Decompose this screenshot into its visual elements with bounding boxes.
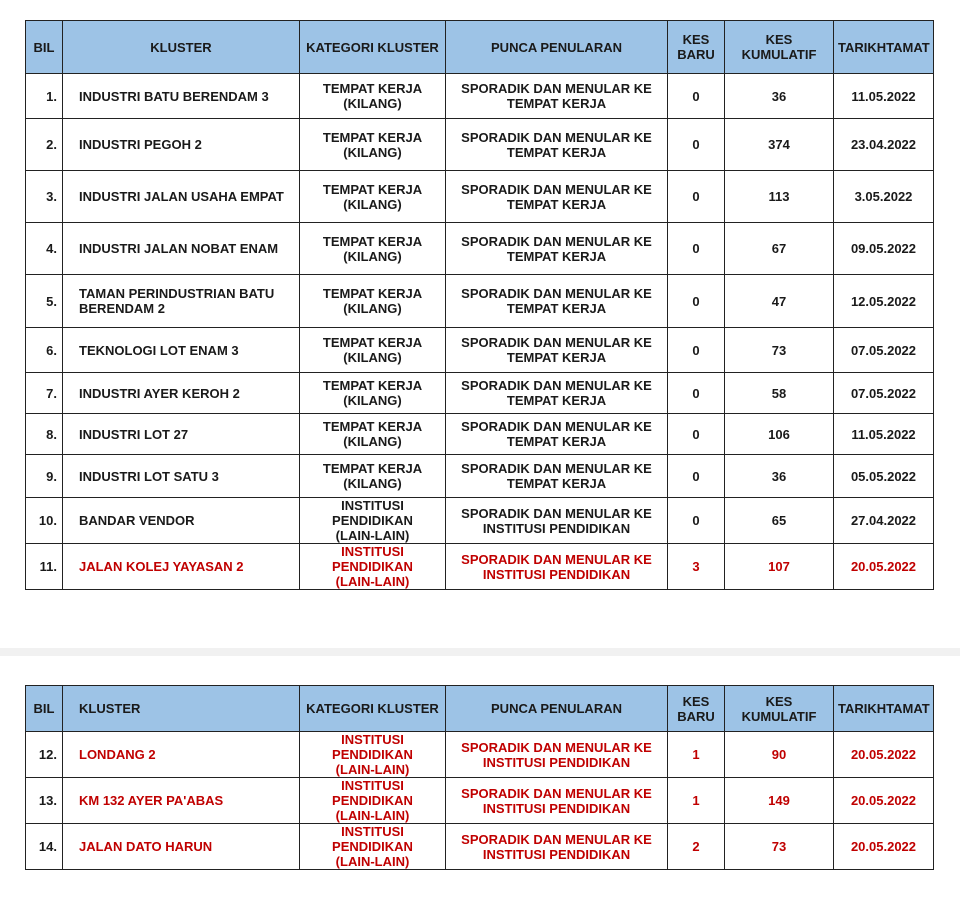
table-row xyxy=(26,732,934,778)
cell-kes-kumulatif-text: 73 xyxy=(771,839,787,854)
header-tarikh: TARIKHTAMAT xyxy=(834,686,934,732)
cell-kes-kumulatif xyxy=(725,74,834,119)
header-kategori: KATEGORI KLUSTER xyxy=(300,686,446,732)
cell-kes-kumulatif-text: 67 xyxy=(771,241,787,256)
cell-kes-baru-text: 1 xyxy=(692,747,700,762)
cell-punca-text: SPORADIK DAN MENULAR KE TEMPAT KERJA xyxy=(461,233,652,264)
cell-bil-text: 8. xyxy=(46,426,57,442)
cell-kluster xyxy=(63,119,300,171)
cell-kes-kumulatif-text: 113 xyxy=(768,189,790,204)
header-row xyxy=(26,21,934,74)
cell-tarikh-text: 20.05.2022 xyxy=(850,839,917,854)
cluster-table-1 xyxy=(25,20,934,590)
cell-kategori-text: TEMPAT KERJA (KILANG) xyxy=(322,233,423,264)
cell-bil xyxy=(26,171,63,223)
cell-kes-baru xyxy=(668,328,725,373)
cell-punca xyxy=(446,732,668,778)
cell-bil xyxy=(26,275,63,328)
cell-kategori xyxy=(300,74,446,119)
cell-kategori xyxy=(300,275,446,328)
cell-bil-text: 9. xyxy=(46,468,57,484)
cell-kes-kumulatif xyxy=(725,544,834,590)
cell-tarikh xyxy=(834,732,934,778)
cell-kes-kumulatif xyxy=(725,171,834,223)
cell-punca-text: SPORADIK DAN MENULAR KE TEMPAT KERJA xyxy=(461,378,652,408)
cell-bil-text: 11. xyxy=(39,559,57,574)
cell-bil xyxy=(26,778,63,824)
cell-kes-baru-text: 0 xyxy=(692,293,700,309)
cell-kluster xyxy=(63,223,300,275)
cell-kes-baru xyxy=(668,275,725,328)
cell-tarikh-text: 07.05.2022 xyxy=(850,385,917,401)
cell-punca xyxy=(446,171,668,223)
cell-punca xyxy=(446,498,668,544)
header-tarikh: TARIKHTAMAT xyxy=(834,21,934,74)
cell-kluster xyxy=(63,373,300,414)
table-row xyxy=(26,328,934,373)
cell-kluster xyxy=(63,171,300,223)
cell-kes-kumulatif xyxy=(725,373,834,414)
cell-kluster-text: INDUSTRI BATU BERENDAM 3 xyxy=(79,88,269,104)
cell-bil xyxy=(26,732,63,778)
cell-kes-baru-text: 3 xyxy=(692,559,700,574)
cell-punca xyxy=(446,455,668,498)
cell-kluster-text: INDUSTRI PEGOH 2 xyxy=(79,137,202,152)
cell-kluster xyxy=(63,74,300,119)
header-kes-kumulatif: KES KUMULATIF xyxy=(725,686,834,732)
cell-kluster-text: INDUSTRI JALAN USAHA EMPAT xyxy=(79,189,284,204)
cell-punca-text: SPORADIK DAN MENULAR KE INSTITUSI PENDIDIKAN xyxy=(461,505,652,536)
cell-bil xyxy=(26,414,63,455)
cell-tarikh xyxy=(834,74,934,119)
cell-kategori-text: TEMPAT KERJA (KILANG) xyxy=(322,461,423,491)
cell-kluster-text: JALAN DATO HARUN xyxy=(79,839,213,854)
header-kluster: KLUSTER xyxy=(63,21,300,74)
cell-kes-baru-text: 0 xyxy=(692,342,700,358)
cell-kategori xyxy=(300,544,446,590)
cell-kategori xyxy=(300,328,446,373)
cell-kategori xyxy=(300,498,446,544)
cell-tarikh xyxy=(834,414,934,455)
header-kes-kumulatif: KES KUMULATIF xyxy=(725,21,834,74)
cell-kategori xyxy=(300,171,446,223)
cell-kluster-text: KM 132 AYER PA'ABAS xyxy=(79,793,224,808)
cell-kes-kumulatif xyxy=(725,275,834,328)
cell-kluster-text: INDUSTRI AYER KEROH 2 xyxy=(79,385,240,401)
header-kluster: KLUSTER xyxy=(63,686,300,732)
table-row xyxy=(26,373,934,414)
cell-bil-text: 12. xyxy=(38,747,57,762)
cell-kluster-text: BANDAR VENDOR xyxy=(79,513,195,528)
cell-kluster-text: INDUSTRI LOT SATU 3 xyxy=(79,468,219,484)
cell-kes-kumulatif-text: 73 xyxy=(771,342,787,358)
cell-kluster-text: TEKNOLOGI LOT ENAM 3 xyxy=(79,342,239,358)
cell-bil-text: 4. xyxy=(46,241,57,256)
cell-tarikh-text: 09.05.2022 xyxy=(850,241,917,256)
cell-kategori xyxy=(300,119,446,171)
table-row xyxy=(26,498,934,544)
cell-kes-baru xyxy=(668,119,725,171)
table-row xyxy=(26,544,934,590)
cell-kluster xyxy=(63,824,300,870)
cell-kluster xyxy=(63,732,300,778)
cell-bil-text: 5. xyxy=(46,293,57,309)
cell-bil-text: 14. xyxy=(38,839,57,854)
cell-kes-baru xyxy=(668,824,725,870)
cell-kes-kumulatif-text: 107 xyxy=(768,559,790,574)
cell-tarikh xyxy=(834,498,934,544)
cell-kes-kumulatif xyxy=(725,824,834,870)
cell-punca xyxy=(446,544,668,590)
cell-tarikh-text: 23.04.2022 xyxy=(850,137,917,152)
cell-punca xyxy=(446,74,668,119)
cell-punca-text: SPORADIK DAN MENULAR KE TEMPAT KERJA xyxy=(461,461,652,491)
cell-tarikh-text: 27.04.2022 xyxy=(850,513,917,528)
cell-bil xyxy=(26,544,63,590)
cell-kes-kumulatif-text: 149 xyxy=(768,793,790,808)
cell-kluster-text: TAMAN PERINDUSTRIAN BATU BERENDAM 2 xyxy=(79,286,275,316)
cell-kes-kumulatif-text: 36 xyxy=(771,88,787,104)
table-row xyxy=(26,455,934,498)
cell-tarikh-text: 20.05.2022 xyxy=(850,747,917,762)
cell-kes-baru xyxy=(668,223,725,275)
cell-kluster xyxy=(63,328,300,373)
cell-kes-baru-text: 0 xyxy=(692,385,700,401)
cell-kes-kumulatif-text: 58 xyxy=(771,385,787,401)
cell-bil xyxy=(26,373,63,414)
cell-kes-kumulatif xyxy=(725,119,834,171)
cell-bil xyxy=(26,498,63,544)
cell-bil xyxy=(26,328,63,373)
header-kes-baru: KES BARU xyxy=(668,686,725,732)
cell-kategori-text: TEMPAT KERJA (KILANG) xyxy=(322,335,423,365)
header-bil: BIL xyxy=(26,21,63,74)
cell-tarikh-text: 12.05.2022 xyxy=(850,293,917,309)
cell-kes-kumulatif xyxy=(725,498,834,544)
cell-kes-baru xyxy=(668,498,725,544)
cell-kes-baru-text: 2 xyxy=(692,839,700,854)
cell-kluster xyxy=(63,275,300,328)
cell-tarikh xyxy=(834,778,934,824)
header-kes-baru: KES BARU xyxy=(668,21,725,74)
cell-tarikh xyxy=(834,223,934,275)
cell-tarikh xyxy=(834,328,934,373)
cell-kluster-text: JALAN KOLEJ YAYASAN 2 xyxy=(79,559,244,574)
cell-punca-text: SPORADIK DAN MENULAR KE TEMPAT KERJA xyxy=(461,81,652,111)
cell-kes-baru xyxy=(668,373,725,414)
cell-tarikh-text: 11.05.2022 xyxy=(851,88,916,104)
cell-tarikh xyxy=(834,824,934,870)
cell-punca-text: SPORADIK DAN MENULAR KE TEMPAT KERJA xyxy=(461,335,652,365)
cell-kes-baru xyxy=(668,171,725,223)
cell-tarikh-text: 20.05.2022 xyxy=(850,793,917,808)
cell-kategori xyxy=(300,414,446,455)
cell-kategori-text: INSTITUSI PENDIDIKAN (LAIN-LAIN) xyxy=(332,544,413,589)
cell-kluster xyxy=(63,455,300,498)
cell-punca xyxy=(446,328,668,373)
cell-kes-baru xyxy=(668,455,725,498)
cell-kes-baru xyxy=(668,544,725,590)
cell-kes-kumulatif-text: 36 xyxy=(771,468,787,484)
cell-kategori-text: TEMPAT KERJA (KILANG) xyxy=(322,378,423,408)
cell-tarikh-text: 3.05.2022 xyxy=(854,189,913,204)
cell-bil-text: 6. xyxy=(46,342,57,358)
header-bil: BIL xyxy=(26,686,63,732)
cell-tarikh xyxy=(834,455,934,498)
cell-kes-baru-text: 1 xyxy=(692,793,700,808)
cell-kes-baru xyxy=(668,778,725,824)
cell-punca xyxy=(446,275,668,328)
cell-kategori xyxy=(300,824,446,870)
cell-bil-text: 13. xyxy=(38,793,57,808)
cell-kes-baru-text: 0 xyxy=(692,137,700,152)
table-2-body xyxy=(26,732,934,870)
cell-punca xyxy=(446,373,668,414)
cell-kes-baru-text: 0 xyxy=(692,189,700,204)
cell-kes-kumulatif-text: 65 xyxy=(771,513,787,528)
cell-punca xyxy=(446,414,668,455)
cell-kes-kumulatif xyxy=(725,414,834,455)
cluster-table-2 xyxy=(25,685,934,870)
header-row xyxy=(26,686,934,732)
cell-punca-text: SPORADIK DAN MENULAR KE INSTITUSI PENDIDIKAN xyxy=(461,785,652,816)
table-row xyxy=(26,119,934,171)
cell-kategori-text: TEMPAT KERJA (KILANG) xyxy=(322,181,423,212)
cell-bil-text: 3. xyxy=(46,189,57,204)
cell-kategori xyxy=(300,778,446,824)
cell-punca xyxy=(446,223,668,275)
cell-kategori-text: TEMPAT KERJA (KILANG) xyxy=(322,419,423,449)
cell-tarikh xyxy=(834,373,934,414)
cell-bil-text: 2. xyxy=(46,137,57,152)
table-row xyxy=(26,275,934,328)
cell-bil-text: 7. xyxy=(46,385,57,401)
cell-kes-baru-text: 0 xyxy=(692,88,700,104)
cell-tarikh xyxy=(834,171,934,223)
cell-bil xyxy=(26,74,63,119)
cell-punca-text: SPORADIK DAN MENULAR KE TEMPAT KERJA xyxy=(461,286,652,316)
cell-tarikh-text: 20.05.2022 xyxy=(850,559,917,574)
cell-kluster xyxy=(63,544,300,590)
cell-punca-text: SPORADIK DAN MENULAR KE INSTITUSI PENDIDIKAN xyxy=(461,831,652,862)
header-kategori: KATEGORI KLUSTER xyxy=(300,21,446,74)
cell-kluster xyxy=(63,414,300,455)
page-separator xyxy=(0,648,960,656)
cell-kes-baru xyxy=(668,414,725,455)
cell-kes-baru-text: 0 xyxy=(692,513,700,528)
cell-kes-kumulatif-text: 47 xyxy=(771,293,787,309)
cell-kes-kumulatif xyxy=(725,328,834,373)
cell-tarikh xyxy=(834,275,934,328)
header-punca: PUNCA PENULARAN xyxy=(446,686,668,732)
cell-kategori-text: INSTITUSI PENDIDIKAN (LAIN-LAIN) xyxy=(332,778,413,823)
table-row xyxy=(26,223,934,275)
cell-tarikh xyxy=(834,544,934,590)
cell-kluster-text: LONDANG 2 xyxy=(79,747,156,762)
cell-kes-baru-text: 0 xyxy=(692,426,700,442)
cell-kes-kumulatif xyxy=(725,223,834,275)
table-row xyxy=(26,74,934,119)
header-punca: PUNCA PENULARAN xyxy=(446,21,668,74)
cell-bil xyxy=(26,223,63,275)
cell-kes-baru xyxy=(668,74,725,119)
cell-kes-kumulatif-text: 374 xyxy=(768,137,790,152)
cell-kes-baru-text: 0 xyxy=(692,241,700,256)
table-1-body xyxy=(26,74,934,590)
cell-kategori xyxy=(300,455,446,498)
cell-kes-kumulatif-text: 106 xyxy=(768,426,790,442)
cell-kluster-text: INDUSTRI JALAN NOBAT ENAM xyxy=(79,241,279,256)
cell-bil xyxy=(26,119,63,171)
table-row xyxy=(26,171,934,223)
cell-kluster xyxy=(63,778,300,824)
cell-kes-baru-text: 0 xyxy=(692,468,700,484)
cell-kategori-text: INSTITUSI PENDIDIKAN (LAIN-LAIN) xyxy=(332,498,413,543)
cell-bil-text: 10. xyxy=(38,513,57,528)
cell-kluster-text: INDUSTRI LOT 27 xyxy=(79,426,189,442)
cell-tarikh-text: 05.05.2022 xyxy=(850,468,917,484)
cell-kes-kumulatif-text: 90 xyxy=(771,747,787,762)
cell-kategori-text: TEMPAT KERJA (KILANG) xyxy=(322,129,423,160)
cell-kes-kumulatif xyxy=(725,732,834,778)
cell-kes-kumulatif xyxy=(725,778,834,824)
cell-kategori xyxy=(300,373,446,414)
cell-punca-text: SPORADIK DAN MENULAR KE TEMPAT KERJA xyxy=(461,129,652,160)
cell-bil xyxy=(26,455,63,498)
table-row xyxy=(26,824,934,870)
cell-kategori-text: INSTITUSI PENDIDIKAN (LAIN-LAIN) xyxy=(332,824,413,869)
cell-kes-kumulatif xyxy=(725,455,834,498)
cell-kes-baru xyxy=(668,732,725,778)
table-row xyxy=(26,414,934,455)
cell-kategori-text: TEMPAT KERJA (KILANG) xyxy=(322,81,423,111)
cell-punca xyxy=(446,119,668,171)
cell-punca-text: SPORADIK DAN MENULAR KE INSTITUSI PENDIDIKAN xyxy=(461,739,652,770)
cell-punca-text: SPORADIK DAN MENULAR KE INSTITUSI PENDIDIKAN xyxy=(461,551,652,582)
cell-kategori-text: TEMPAT KERJA (KILANG) xyxy=(322,286,423,316)
cell-kategori-text: INSTITUSI PENDIDIKAN (LAIN-LAIN) xyxy=(332,732,413,777)
cell-bil-text: 1. xyxy=(46,88,57,104)
cell-tarikh-text: 11.05.2022 xyxy=(851,426,916,442)
cell-kategori xyxy=(300,223,446,275)
table-row xyxy=(26,778,934,824)
cell-punca-text: SPORADIK DAN MENULAR KE TEMPAT KERJA xyxy=(461,181,652,212)
cell-punca xyxy=(446,824,668,870)
cell-tarikh-text: 07.05.2022 xyxy=(850,342,917,358)
cell-kategori xyxy=(300,732,446,778)
cell-kluster xyxy=(63,498,300,544)
cell-bil xyxy=(26,824,63,870)
cell-punca xyxy=(446,778,668,824)
cell-punca-text: SPORADIK DAN MENULAR KE TEMPAT KERJA xyxy=(461,419,652,449)
cell-tarikh xyxy=(834,119,934,171)
